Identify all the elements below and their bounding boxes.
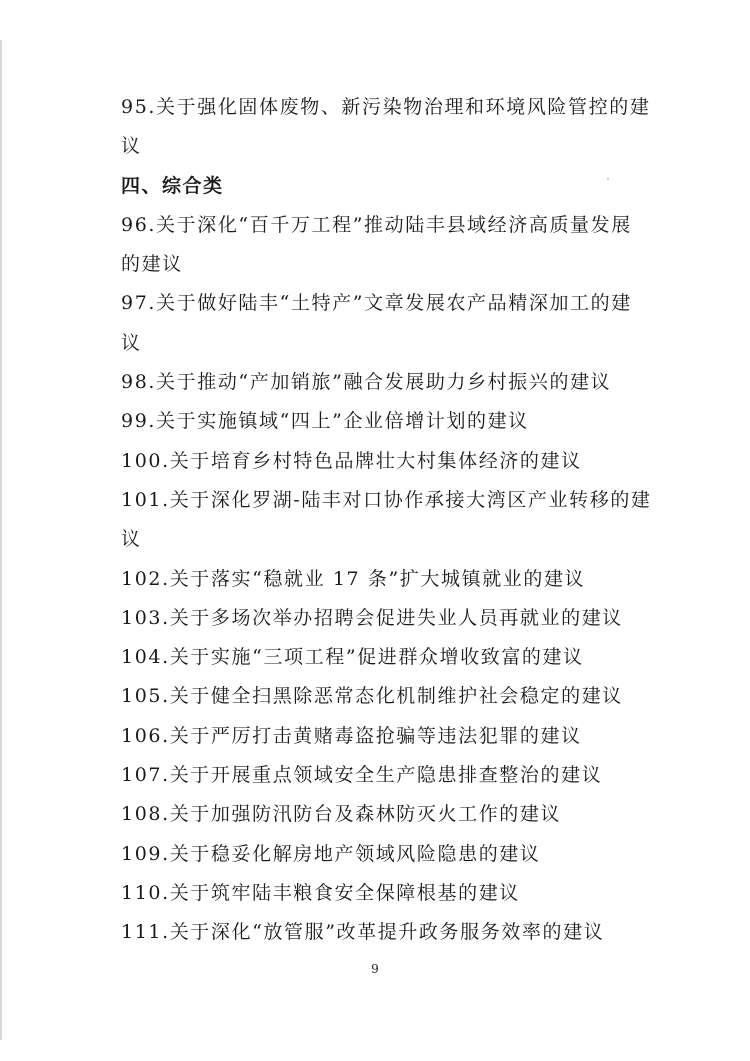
list-item: 98.关于推动“产加销旅”融合发展助力乡村振兴的建议 — [121, 371, 612, 394]
list-item-continuation: 议 — [121, 528, 142, 551]
list-item-continuation: 的建议 — [121, 253, 183, 276]
scan-edge-mark — [0, 40, 2, 1040]
list-item-continuation: 议 — [121, 331, 142, 354]
list-item: 109.关于稳妥化解房地产领域风险隐患的建议 — [121, 842, 541, 865]
list-item-continuation: 议 — [121, 135, 142, 158]
list-item: 103.关于多场次举办招聘会促进失业人员再就业的建议 — [121, 606, 623, 629]
list-item: 99.关于实施镇域“四上”企业倍增计划的建议 — [121, 410, 529, 433]
list-item: 107.关于开展重点领域安全生产隐患排查整治的建议 — [121, 764, 603, 787]
list-item: 102.关于落实“稳就业 17 条”扩大城镇就业的建议 — [121, 567, 586, 590]
list-item: 110.关于筑牢陆丰粮食安全保障根基的建议 — [121, 881, 520, 904]
list-item: 97.关于做好陆丰“土特产”文章发展农产品精深加工的建 — [121, 292, 632, 315]
proposal-list — [121, 88, 652, 953]
section-heading: 四、综合类 — [121, 174, 224, 197]
page-number: 9 — [371, 962, 379, 976]
list-item: 96.关于深化“百千万工程”推动陆丰县域经济高质量发展 — [121, 213, 632, 236]
list-item: 95.关于强化固体废物、新污染物治理和环境风险管控的建 — [121, 96, 651, 118]
list-item: 104.关于实施“三项工程”促进群众增收致富的建议 — [121, 646, 584, 669]
list-item: 100.关于培育乡村特色品牌壮大村集体经济的建议 — [121, 449, 582, 472]
list-item: 106.关于严厉打击黄赌毒盗抢骗等违法犯罪的建议 — [121, 724, 582, 747]
list-item: 105.关于健全扫黑除恶常态化机制维护社会稳定的建议 — [121, 685, 623, 708]
list-item: 108.关于加强防汛防台及森林防灭火工作的建议 — [121, 803, 562, 826]
list-item: 111.关于深化“放管服”改革提升政务服务效率的建议 — [121, 921, 605, 944]
list-item: 101.关于深化罗湖-陆丰对口协作承接大湾区产业转移的建 — [121, 488, 652, 511]
